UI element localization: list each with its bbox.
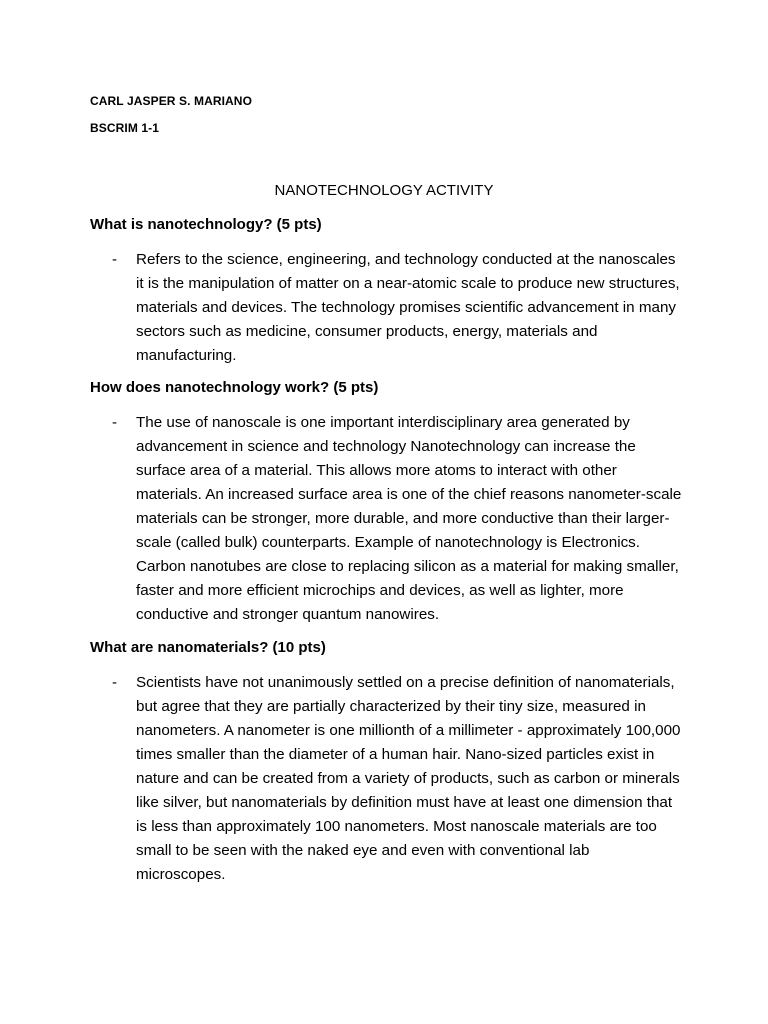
answer-1-text: Refers to the science, engineering, and technology conducted at the nanoscales it is the manipulation of matter on a near-atomic scale to produce new structures, materials and devices. The technology promises scientific advancement in many sectors such as medicine, consumer products, energy, materials and manufacturing. xyxy=(136,251,680,364)
bullet-dash: - xyxy=(112,414,118,431)
student-section: BSCRIM 1-1 xyxy=(90,121,160,135)
answer-1 xyxy=(112,248,682,368)
student-name: CARL JASPER S. MARIANO xyxy=(90,94,252,108)
answer-2 xyxy=(112,411,682,627)
question-3: What are nanomaterials? (10 pts) xyxy=(90,639,326,656)
answer-2-text: The use of nanoscale is one important interdisciplinary area generated by advancement in science and technology Nanotechnology can increase the surface area of a material. This allows more atoms to interact with other materials. An increased surface area is one of the chief reasons nanometer-scale materials can be stronger, more durable, and more conductive than their larger-scale (called bulk) counterparts. Example of nanotechnology is Electronics. Carbon nanotubes are close to replacing silicon as a material for making smaller, faster and more efficient microchips and devices, as well as lighter, more conductive and stronger quantum nanowires. xyxy=(136,414,682,623)
bullet-dash: - xyxy=(112,251,118,268)
answer-3 xyxy=(112,671,682,887)
answer-3-text: Scientists have not unanimously settled on a precise definition of nanomaterials, but agree that they are partially characterized by their tiny size, measured in nanometers. A nanometer is one millionth of a millimeter - approximately 100,000 times smaller than the diameter of a human hair. Nano-sized particles exist in nature and can be created from a variety of products, such as carbon or minerals like silver, but nanomaterials by definition must have at least one dimension that is less than approximately 100 nanometers. Most nanoscale materials are too small to be seen with the naked eye and even with conventional lab microscopes. xyxy=(136,674,681,883)
bullet-dash: - xyxy=(112,674,118,691)
question-2: How does nanotechnology work? (5 pts) xyxy=(90,379,379,396)
document-title: NANOTECHNOLOGY ACTIVITY xyxy=(274,182,494,199)
question-1: What is nanotechnology? (5 pts) xyxy=(90,216,322,233)
